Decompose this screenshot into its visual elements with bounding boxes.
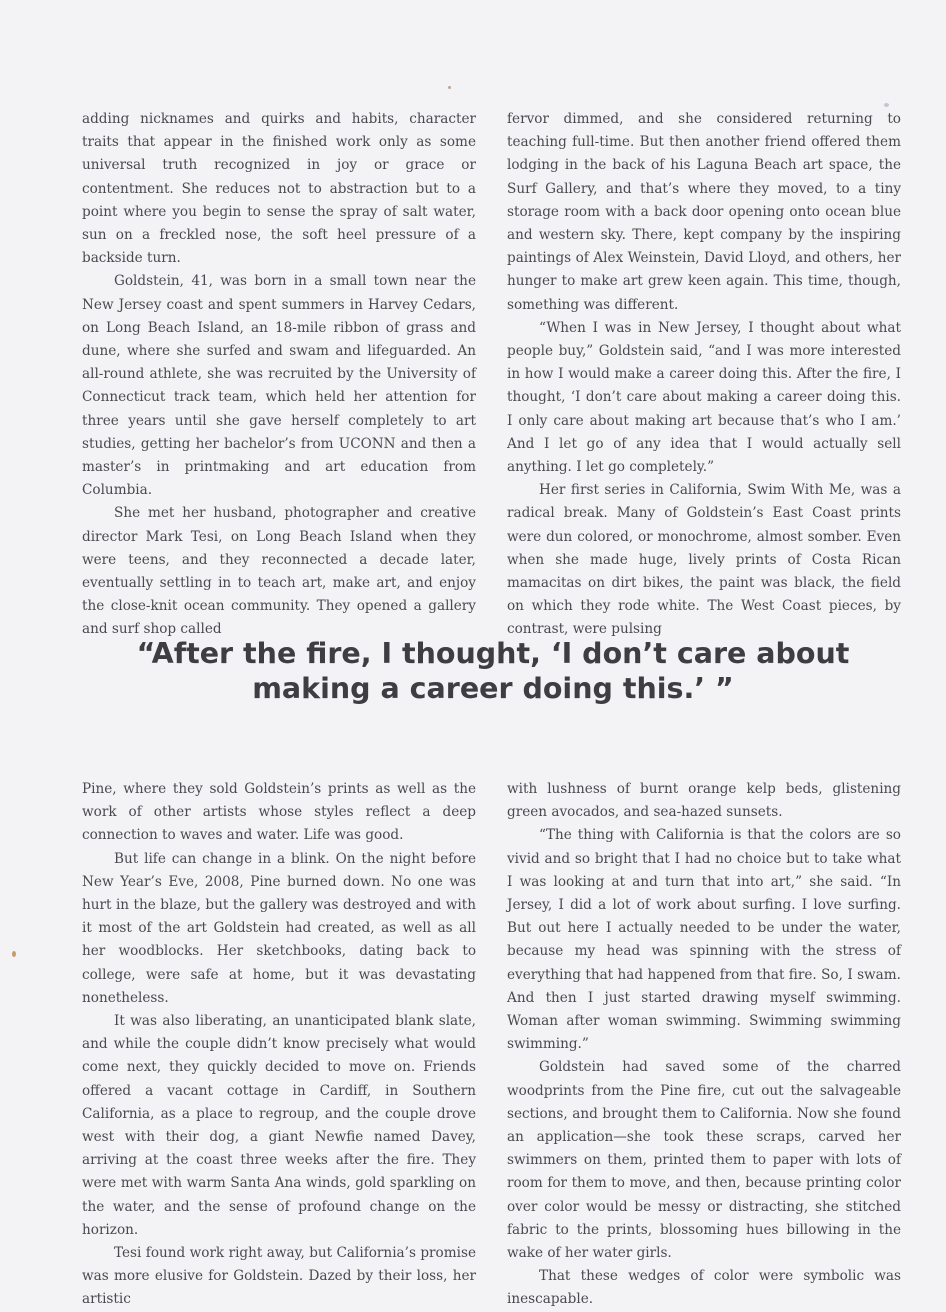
paragraph: She met her husband, photographer and creative director Mark Tesi, on Long Beach Island when they were teens, and they reconnected a decade later, eventually settling in to teach art, make art, and enjoy the close-knit ocean community. They opened a gallery and surf shop called: [82, 505, 476, 638]
column-top-left: [82, 108, 476, 642]
paragraph: That these wedges of color were symbolic was inescapable.: [507, 1268, 901, 1308]
paragraph: It was also liberating, an unanticipated blank slate, and while the couple didn’t know precisely what would come next, they quickly decided to move on. Friends offered a vacant cottage in Cardiff, in Southern California, as a place to regroup, and the couple drove west with their dog, a giant Newfie named Davey, arriving at the coast three weeks after the fire. They were met with warm Santa Ana winds, gold sparkling on the water, and the sense of profound change on the horizon.: [82, 1013, 476, 1238]
paragraph: with lushness of burnt orange kelp beds, glistening green avocados, and sea-hazed sunsets.: [507, 781, 901, 821]
paper-speck: [12, 951, 16, 957]
paper-speck: [448, 86, 451, 89]
paragraph: “The thing with California is that the colors are so vivid and so bright that I had no choice but to take what I was looking at and turn that into art,” she said. “In Jersey, I did a lot of work about surfing. I love surfing. But out here I actually needed to be under the water, because my head was spinning with the stress of everything that had happened from that fire. So, I swam. And then I just started drawing myself swimming. Woman after woman swimming. Swimming swimming swimming.”: [507, 827, 901, 1053]
pull-quote: “After the fire, I thought, ‘I don’t care about making a career doing this.’ ”: [136, 637, 850, 705]
column-top-right: [507, 108, 901, 642]
column-bottom-right: [507, 778, 901, 1312]
paragraph: Tesi found work right away, but California’s promise was more elusive for Goldstein. Dazed by their loss, her artistic: [82, 1245, 476, 1308]
paper-speck: [884, 103, 889, 107]
paragraph: Pine, where they sold Goldstein’s prints as well as the work of other artists whose styles reflect a deep connection to waves and water. Life was good.: [82, 781, 476, 844]
paragraph: fervor dimmed, and she considered returning to teaching full-time. But then another friend offered them lodging in the back of his Laguna Beach art space, the Surf Gallery, and that’s where they moved, to a tiny storage room with a back door opening onto ocean blue and western sky. There, kept company by the inspiring paintings of Alex Weinstein, David Lloyd, and others, her hunger to make art grew keen again. This time, though, something was different.: [507, 111, 901, 313]
paragraph: Goldstein, 41, was born in a small town near the New Jersey coast and spent summers in Harvey Cedars, on Long Beach Island, an 18-mile ribbon of grass and dune, where she surfed and swam and lifeguarded. An all-round athlete, she was recruited by the University of Connecticut track team, which held her attention for three years until she gave herself completely to art studies, getting her bachelor’s from UCONN and then a master’s in printmaking and art education from Columbia.: [82, 273, 476, 499]
paragraph: “When I was in New Jersey, I thought about what people buy,” Goldstein said, “and I was more interested in how I would make a career doing this. After the fire, I thought, ‘I don’t care about making a career doing this. I only care about making art because that’s who I am.’ And I let go of any idea that I would actually sell anything. I let go completely.”: [507, 319, 901, 476]
paragraph: Her first series in California, Swim With Me, was a radical break. Many of Goldstein’s East Coast prints were dun colored, or monochrome, almost somber. Even when she made huge, lively prints of Costa Rican mamacitas on dirt bikes, the paint was black, the field on which they rode white. The West Coast pieces, by contrast, were pulsing: [507, 482, 901, 638]
paragraph: But life can change in a blink. On the night before New Year’s Eve, 2008, Pine burned down. No one was hurt in the blaze, but the gallery was destroyed and with it most of the art Goldstein had created, as well as all her woodblocks. Her sketchbooks, dating back to college, were safe at home, but it was devastating nonetheless.: [82, 850, 476, 1006]
paragraph: adding nicknames and quirks and habits, character traits that appear in the finished work only as some universal truth recognized in joy or grace or contentment. She reduces not to abstraction but to a point where you begin to sense the spray of salt water, sun on a freckled nose, the soft heel pressure of a backside turn.: [82, 111, 476, 267]
column-bottom-left: [82, 778, 476, 1312]
paragraph: Goldstein had saved some of the charred woodprints from the Pine fire, cut out the salvageable sections, and brought them to California. Now she found an application—she took these scraps, carved her swimmers on them, printed them to paper with lots of room for them to move, and then, because printing color over color would be messy or distracting, she stitched fabric to the prints, blossoming hues billowing in the wake of her water girls.: [507, 1059, 901, 1262]
